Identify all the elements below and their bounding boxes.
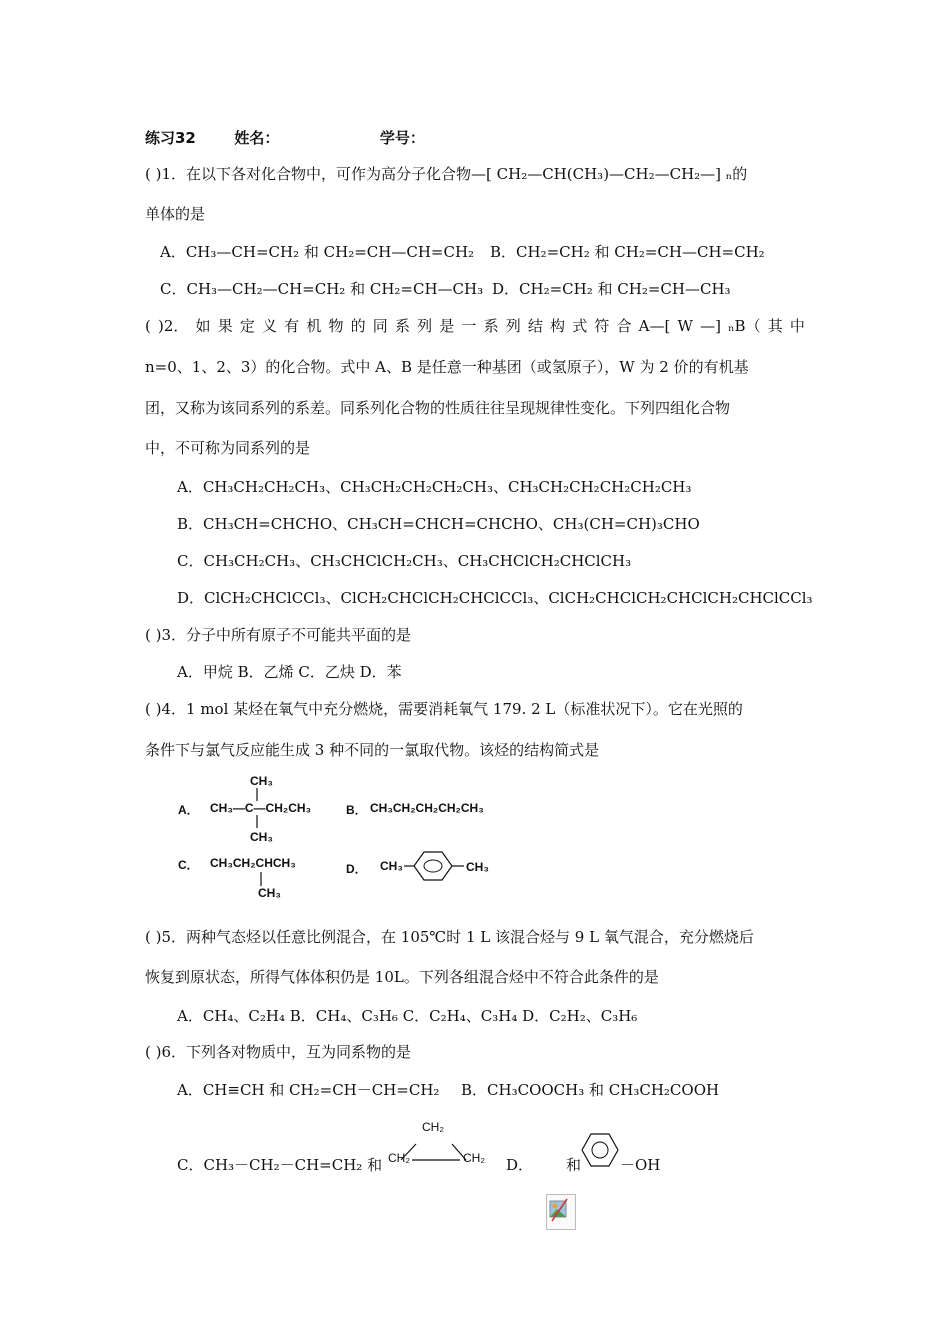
header-line: [145, 128, 425, 148]
q2-line1-token: A—[: [638, 317, 671, 335]
q2-line1-token: 一: [461, 317, 477, 335]
q2-line1-token: 的: [350, 317, 366, 335]
q4-a-top-methyl: CH₃: [250, 774, 273, 788]
q4-structure-a: [178, 772, 338, 842]
q5-options: A．CH₄、C₂H₄ B．CH₄、C₃H₆ C．C₂H₄、C₃H₄ D．C₂H₂、C₃H₆: [177, 1007, 638, 1025]
q2-line1-token: 义: [262, 317, 278, 335]
q2-line1-token: 式: [572, 317, 588, 335]
q6-option-d-oh: －OH: [620, 1156, 661, 1174]
q2-line2: n=0、1、2、3）的化合物。式中 A、B 是任意一种基团（或氢原子），W 为 2 价的有机基: [145, 358, 749, 376]
broken-image-icon: [546, 1194, 576, 1230]
q4-a-bottom-methyl: CH₃: [250, 830, 273, 844]
q1-option-c: C．CH₃—CH₂—CH=CH₂ 和 CH₂=CH—CH₃: [160, 280, 484, 298]
q2-line1-token: 列: [505, 317, 521, 335]
q4-line1: ( )4．1 mol 某烃在氧气中充分燃烧，需要消耗氧气 179. 2 L（标准状况下）。它在光照的: [145, 700, 743, 718]
q1-option-a: A．CH₃—CH=CH₂ 和 CH₂=CH—CH=CH₂: [160, 243, 475, 261]
student-id-label: 学号：: [379, 129, 425, 147]
q2-line1-token: 系: [483, 317, 499, 335]
q3-options: A．甲烷 B．乙烯 C．乙炔 D．苯: [177, 663, 402, 681]
q6-option-a: A．CH≡CH 和 CH₂=CH－CH=CH₂: [177, 1081, 440, 1099]
q4-a-label: A．: [178, 803, 199, 817]
q2-line3: 团，又称为该同系列的系差。同系列化合物的性质往往呈现规律性变化。下列四组化合物: [145, 399, 731, 417]
q2-line1-token: 果: [217, 317, 233, 335]
q5-line2: 恢复到原状态，所得气体体积仍是 10L。下列各组混合烃中不符合此条件的是: [145, 968, 659, 986]
q6-line1: ( )6．下列各对物质中，互为同系物的是: [145, 1043, 412, 1061]
broken-image-glyph: [547, 1195, 575, 1229]
q6-option-d: D．: [506, 1156, 534, 1174]
cyclopropane-top-ch2: CH₂: [422, 1120, 444, 1134]
cyclopropane-structure: [386, 1118, 496, 1168]
q2-line1-token: 其: [767, 317, 783, 335]
q2-line1-token: —]: [700, 317, 721, 335]
q2-line1-token: 同: [372, 317, 388, 335]
q2-option-b: B．CH₃CH=CHCHO、CH₃CH=CHCH=CHCHO、CH₃(CH=CH)₃CHO: [177, 515, 700, 533]
q2-line1-token: 是: [439, 317, 455, 335]
q2-line1-token: 中: [789, 317, 805, 335]
q4-b-formula: CH₃CH₂CH₂CH₂CH₃: [370, 801, 484, 815]
q4-c-main-chain: CH₃CH₂CHCH₃: [210, 856, 296, 870]
q2-option-a: A．CH₃CH₂CH₂CH₃、CH₃CH₂CH₂CH₂CH₃、CH₃CH₂CH₂CH₂CH₂CH₃: [177, 478, 692, 496]
q2-line1-token: 系: [394, 317, 410, 335]
q2-line1-token: 如: [195, 317, 211, 335]
q2-line1-token: 有: [284, 317, 300, 335]
q1-line2: 单体的是: [145, 205, 206, 223]
q2-line1-token: (: [145, 317, 151, 335]
q2-option-d: D．ClCH₂CHClCCl₃、ClCH₂CHClCH₂CHClCCl₃、ClCH₂CHClCH₂CHClCH₂CHClCCl₃: [177, 589, 813, 607]
q2-line1-token: 机: [306, 317, 322, 335]
q4-a-main-chain: CH₃—C—CH₂CH₃: [210, 801, 312, 815]
q2-line4: 中，不可称为同系列的是: [145, 439, 311, 457]
q4-c-label: C．: [178, 858, 199, 872]
q2-line1-token: )2．: [158, 317, 189, 335]
q2-option-c: C．CH₃CH₂CH₃、CH₃CHClCH₂CH₃、CH₃CHClCH₂CHClCH₃: [177, 552, 632, 570]
q6-option-c: C．CH₃－CH₂－CH=CH₂ 和: [177, 1156, 383, 1174]
q2-line1: [145, 316, 805, 336]
q4-line2: 条件下与氯气反应能生成 3 种不同的一氯取代物。该烃的结构简式是: [145, 741, 600, 759]
q5-line1: ( )5．两种气态烃以任意比例混合，在 105℃时 1 L 该混合烃与 9 L 氧气混合，充分燃烧后: [145, 928, 754, 946]
q2-line1-token: 列: [417, 317, 433, 335]
q2-line1-token: 构: [550, 317, 566, 335]
q4-d-label: D．: [346, 862, 367, 876]
q2-line1-token: 定: [239, 317, 255, 335]
q4-b-label: B．: [346, 803, 367, 817]
name-label: 姓名：: [234, 129, 280, 147]
cyclopropane-left-ch2: CH₂: [388, 1151, 410, 1165]
q1-option-b: B．CH₂=CH₂ 和 CH₂=CH—CH=CH₂: [490, 243, 765, 261]
phenol-ring-icon: [580, 1130, 622, 1170]
q2-line1-token: W: [677, 317, 693, 335]
q1-option-d: D．CH₂=CH₂ 和 CH₂=CH—CH₃: [492, 280, 731, 298]
q2-line1-token: 符: [594, 317, 610, 335]
q4-structure-d: [346, 846, 506, 886]
q4-structure-b: [346, 801, 516, 821]
q6-option-b: B．CH₃COOCH₃ 和 CH₃CH₂COOH: [461, 1081, 720, 1099]
q4-d-left-methyl: CH₃: [380, 859, 403, 873]
cyclopropane-right-ch2: CH₂: [463, 1151, 485, 1165]
q1-line1: ( )1．在以下各对化合物中，可作为高分子化合物—[ CH₂—CH(CH₃)—CH₂—CH₂—] ₙ的: [145, 165, 748, 183]
q2-line1-token: ₙB（: [728, 317, 761, 335]
q3-line1: ( )3．分子中所有原子不可能共平面的是: [145, 626, 412, 644]
q2-line1-token: 结: [527, 317, 543, 335]
q2-line1-token: 合: [616, 317, 632, 335]
q4-structure-c: [178, 856, 328, 906]
q4-c-methyl: CH₃: [258, 886, 281, 900]
q2-line1-token: 物: [328, 317, 344, 335]
q6-option-d-and: 和: [566, 1156, 582, 1174]
exercise-title: 练习32: [145, 129, 196, 147]
q4-d-right-methyl: CH₃: [466, 860, 489, 874]
